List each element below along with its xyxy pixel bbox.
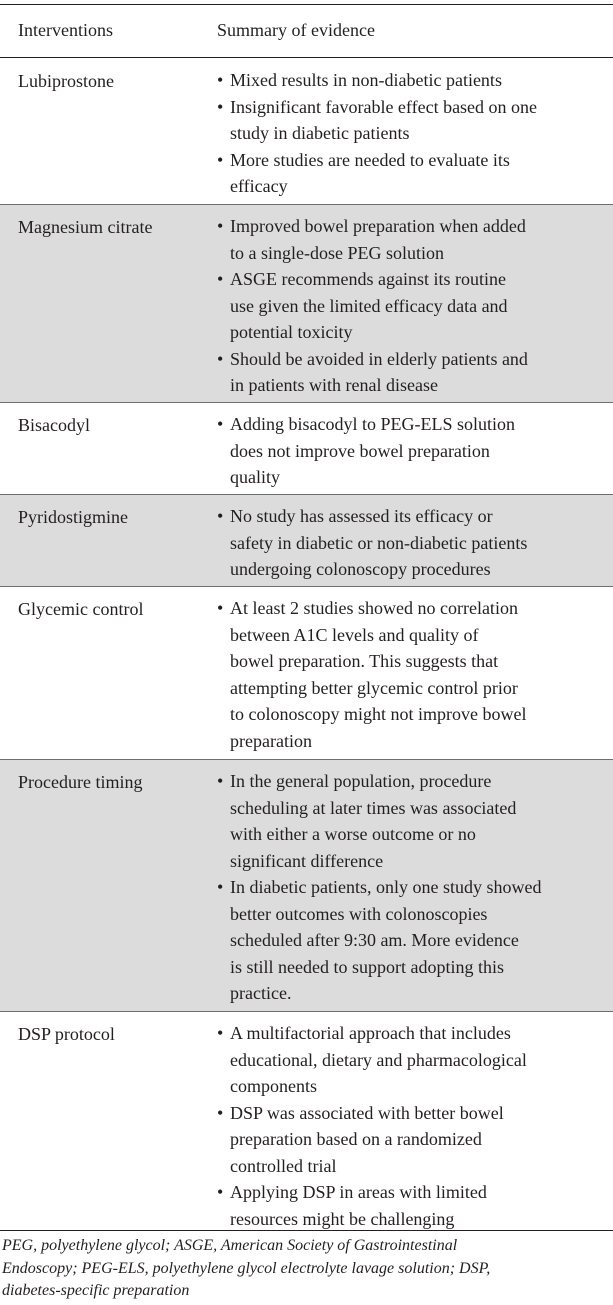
evidence-item <box>217 768 609 874</box>
table-footnote: PEG, polyethylene glycol; ASGE, American Society of Gastrointestinal Endoscopy; PEG-ELS, polyethylene glycol electrolyte lavage solution; DSP, diabetes-specific preparation <box>2 1237 491 1299</box>
evidence-list <box>217 768 609 1007</box>
table-row <box>0 586 613 759</box>
intervention-cell: Magnesium citrate <box>18 217 153 237</box>
bullet-glyph: • <box>217 877 224 897</box>
bullet-glyph: • <box>217 269 224 289</box>
header-summary-of-evidence: Summary of evidence <box>217 20 375 40</box>
table-bottom-rule <box>0 1230 613 1231</box>
bullet-glyph: • <box>217 348 224 369</box>
evidence-text: Improved bowel preparation when added to a single-dose PEG solution <box>230 216 526 263</box>
evidence-text: Applying DSP in areas with limited resources might be challenging <box>230 1182 487 1229</box>
evidence-item <box>217 1100 609 1180</box>
bullet-glyph: • <box>217 771 224 791</box>
bullet-glyph: • <box>217 506 224 526</box>
table-row <box>0 204 613 402</box>
evidence-item <box>217 595 609 754</box>
table-row <box>0 494 613 586</box>
row-divider <box>0 759 613 760</box>
bullet-glyph: • <box>217 414 224 434</box>
evidence-item <box>217 1020 609 1100</box>
evidence-item <box>217 1179 609 1232</box>
evidence-item <box>217 147 609 200</box>
evidence-item <box>217 874 609 1007</box>
evidence-list <box>217 67 609 200</box>
evidence-item <box>217 346 609 399</box>
evidence-text: Should be avoided in elderly patients and in patients with renal disease <box>230 348 528 395</box>
evidence-item <box>217 213 609 266</box>
row-divider <box>0 402 613 403</box>
intervention-cell: Lubiprostone <box>18 71 114 91</box>
evidence-text: No study has assessed its efficacy or safety in diabetic or non-diabetic patients undergoing colonoscopy procedures <box>230 506 528 579</box>
evidence-text: ASGE recommends against its routine use given the limited efficacy data and potential toxicity <box>230 269 508 342</box>
bullet-glyph: • <box>217 96 224 117</box>
evidence-text: Insignificant favorable effect based on one study in diabetic patients <box>230 96 538 143</box>
bullet-glyph: • <box>217 598 224 618</box>
table-row <box>0 402 613 494</box>
header-interventions: Interventions <box>18 20 113 40</box>
evidence-list <box>217 503 609 583</box>
evidence-item <box>217 411 609 491</box>
row-divider <box>0 586 613 587</box>
bullet-glyph: • <box>217 149 224 170</box>
evidence-text: A multifactorial approach that includes educational, dietary and pharmacological components <box>230 1023 527 1096</box>
table-row <box>0 759 613 1011</box>
table-row <box>0 58 613 204</box>
evidence-list <box>217 213 609 399</box>
intervention-cell: Glycemic control <box>18 599 144 619</box>
bullet-glyph: • <box>217 1182 224 1202</box>
evidence-text: More studies are needed to evaluate its efficacy <box>230 149 510 196</box>
bullet-glyph: • <box>217 1102 224 1123</box>
row-divider <box>0 494 613 495</box>
evidence-list <box>217 411 609 491</box>
evidence-text: At least 2 studies showed no correlation between A1C levels and quality of bowel preparation. This suggests that attempting better glycemic control prior to colonoscopy might not improve bowel preparation <box>230 598 527 751</box>
intervention-cell: DSP protocol <box>18 1024 115 1044</box>
row-divider <box>0 1011 613 1012</box>
evidence-text: Mixed results in non-diabetic patients <box>230 70 502 90</box>
evidence-list <box>217 595 609 754</box>
evidence-item <box>217 67 609 94</box>
evidence-text: In diabetic patients, only one study showed better outcomes with colonoscopies scheduled after 9:30 am. More evidence is still needed to support adopting this practice. <box>230 877 542 1003</box>
intervention-cell: Pyridostigmine <box>18 507 129 527</box>
bullet-glyph: • <box>217 216 224 236</box>
evidence-item <box>217 503 609 583</box>
evidence-list <box>217 1020 609 1232</box>
evidence-text: DSP was associated with better bowel preparation based on a randomized controlled trial <box>230 1102 504 1176</box>
evidence-item <box>217 94 609 147</box>
intervention-cell: Procedure timing <box>18 772 143 792</box>
evidence-text: In the general population, procedure scheduling at later times was associated with either a worse outcome or no significant difference <box>230 771 517 871</box>
table-header-row <box>0 5 613 57</box>
bullet-glyph: • <box>217 70 224 90</box>
intervention-cell: Bisacodyl <box>18 415 90 435</box>
evidence-item <box>217 266 609 346</box>
row-divider <box>0 204 613 205</box>
evidence-text: Adding bisacodyl to PEG-ELS solution does not improve bowel preparation quality <box>230 414 515 487</box>
table-row <box>0 1011 613 1230</box>
bullet-glyph: • <box>217 1023 224 1043</box>
